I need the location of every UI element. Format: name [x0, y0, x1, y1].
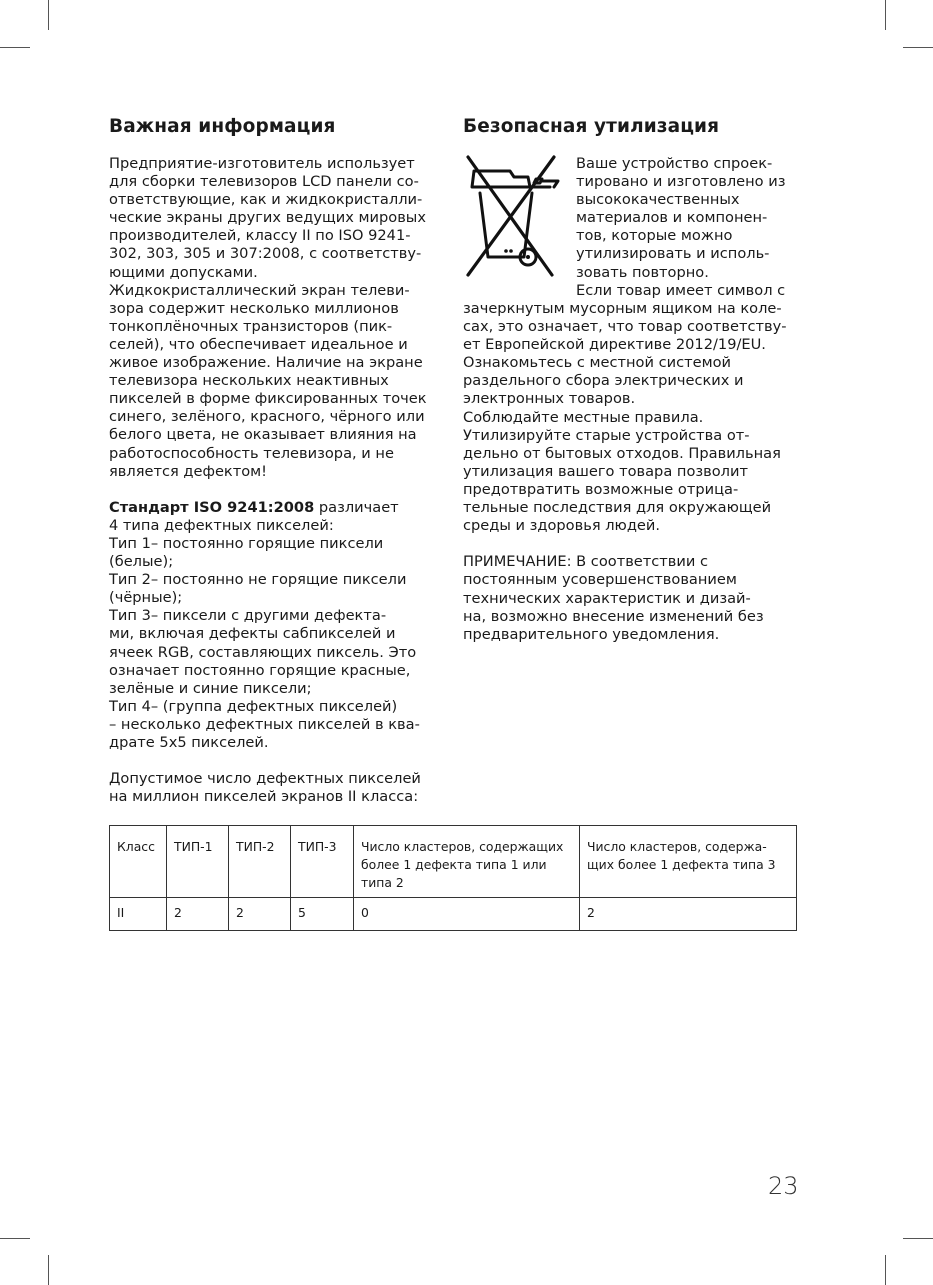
text-line: белого цвета, не оказывает влияния на — [109, 426, 417, 444]
text-line: работоспособность телевизора, и не — [109, 444, 394, 462]
standard-bold: Стандарт ISO 9241:2008 — [109, 498, 315, 516]
text-line: Соблюдайте местные правила. — [463, 408, 704, 426]
important-info-heading: Важная информация — [109, 116, 336, 137]
text-line: тельные последствия для окружающей — [463, 499, 772, 517]
note-line: постоянным усовершенствованием — [463, 571, 737, 589]
text-line: Ваше устройство спроек- — [576, 155, 773, 172]
text-line: материалов и компонен- — [576, 209, 768, 227]
text-line: тонкоплёночных транзисторов (пик- — [109, 317, 393, 335]
header-cell-class: Класс — [110, 826, 167, 898]
standard-line — [109, 499, 427, 517]
text-line: зачеркнутым мусорным ящиком на коле- — [463, 300, 782, 317]
text-line: означает постоянно горящие красные, — [109, 661, 411, 679]
text-line: является дефектом! — [109, 462, 268, 480]
text-line: (белые); — [109, 553, 174, 571]
header-cell-type1: ТИП-1 — [167, 826, 229, 898]
text-line: зелёные и синие пиксели; — [109, 679, 312, 697]
table-cell: 5 — [291, 898, 354, 931]
text-line: синего, зелёного, красного, чёрного или — [109, 408, 425, 426]
text-line: предотвратить возможные отрица- — [463, 480, 739, 498]
crop-mark-top-left-h — [0, 47, 30, 48]
text-line: среды и здоровья людей. — [463, 517, 661, 535]
text-line: Ознакомьтесь с местной системой — [463, 354, 732, 372]
text-line: тировано и изготовлено из — [576, 173, 786, 191]
text-line: пикселей в форме фиксированных точек — [109, 390, 427, 408]
standard-rest: различает — [314, 498, 399, 516]
text-line: 4 типа дефектных пикселей: — [109, 516, 334, 534]
text-line: утилизировать и исполь- — [576, 245, 770, 263]
text-line: (чёрные); — [109, 589, 183, 607]
text-line: электронных товаров. — [463, 390, 636, 408]
table-row — [110, 898, 797, 931]
header-cell-clusters-type1-2: Число кластеров, содержащих более 1 дефекта типа 1 или типа 2 — [354, 826, 580, 898]
text-line: утилизация вашего товара позволит — [463, 462, 748, 480]
text-line: Если товар имеет символ с — [576, 281, 786, 299]
crop-mark-bottom-left-h — [0, 1238, 30, 1239]
crop-mark-bottom-right-v — [885, 1255, 886, 1285]
table-cell: 2 — [229, 898, 291, 931]
text-line: Утилизируйте старые устройства от- — [463, 426, 750, 444]
text-line: 302, 303, 305 и 307:2008, с соответству- — [109, 245, 422, 263]
text-line: живое изображение. Наличие на экране — [109, 354, 423, 372]
text-line: тов, которые можно — [576, 227, 733, 245]
text-line: драте 5х5 пикселей. — [109, 734, 269, 751]
crop-mark-top-right-h — [903, 47, 933, 48]
text-line: Предприятие-изготовитель использует — [109, 155, 415, 172]
table-cell: 0 — [354, 898, 580, 931]
header-cell-clusters-type3: Число кластеров, содержа-щих более 1 дефекта типа 3 — [580, 826, 797, 898]
text-line: Допустимое число дефектных пикселей — [109, 770, 421, 788]
table-header-row — [110, 826, 797, 898]
text-line: зора содержит несколько миллионов — [109, 299, 399, 317]
text-line: сах, это означает, что товар соответству- — [463, 318, 787, 336]
text-line: ответствующие, как и жидкокристалли- — [109, 191, 423, 209]
note-line: на, возможно внесение изменений без — [463, 607, 764, 625]
crop-mark-top-right-v — [885, 0, 886, 30]
note-line: ПРИМЕЧАНИЕ: В соответствии с — [463, 553, 709, 571]
page-number: 23 — [768, 1172, 799, 1200]
text-line: ячеек RGB, составляющих пиксель. Это — [109, 643, 417, 661]
text-line: телевизора нескольких неактивных — [109, 372, 389, 390]
text-line: раздельного сбора электрических и — [463, 372, 744, 390]
text-line: зовать повторно. — [576, 263, 709, 281]
disposal-text-beside-icon — [576, 155, 786, 300]
important-info-text — [109, 155, 427, 806]
crossed-out-wheelie-bin-icon — [462, 153, 562, 279]
text-line: Жидкокристаллический экран телеви- — [109, 281, 410, 299]
text-line: ческие экраны других ведущих мировых — [109, 209, 426, 227]
crop-mark-top-left-v — [48, 0, 49, 30]
text-line: Тип 1– постоянно горящие пиксели — [109, 534, 384, 552]
crop-mark-bottom-left-v — [48, 1255, 49, 1285]
text-line: Тип 2– постоянно не горящие пиксели — [109, 571, 407, 589]
table-cell: 2 — [167, 898, 229, 931]
note-line: технических характеристик и дизай- — [463, 589, 751, 607]
text-line: Тип 4– (группа дефектных пикселей) — [109, 697, 398, 715]
text-line: ющими допусками. — [109, 263, 258, 281]
disposal-text-body — [463, 300, 787, 644]
crop-mark-bottom-right-h — [903, 1238, 933, 1239]
safe-disposal-heading: Безопасная утилизация — [463, 116, 720, 137]
header-cell-type3: ТИП-3 — [291, 826, 354, 898]
text-line: для сборки телевизоров LCD панели со- — [109, 173, 419, 191]
text-line: ми, включая дефекты сабпикселей и — [109, 625, 396, 643]
note-line: предварительного уведомления. — [463, 625, 720, 643]
table-cell: 2 — [580, 898, 797, 931]
text-line: высококачественных — [576, 191, 740, 209]
table-cell: II — [110, 898, 167, 931]
text-line: Тип 3– пиксели с другими дефекта- — [109, 607, 387, 625]
text-line: производителей, классу II по ISO 9241- — [109, 227, 411, 245]
text-line: ет Европейской директиве 2012/19/EU. — [463, 336, 766, 354]
text-line: на миллион пикселей экранов II класса: — [109, 788, 419, 806]
defective-pixels-table — [109, 825, 797, 931]
text-line: селей), что обеспечивает идеальное и — [109, 335, 408, 353]
text-line: дельно от бытовых отходов. Правильная — [463, 444, 781, 462]
text-line: – несколько дефектных пикселей в ква- — [109, 715, 420, 733]
header-cell-type2: ТИП-2 — [229, 826, 291, 898]
